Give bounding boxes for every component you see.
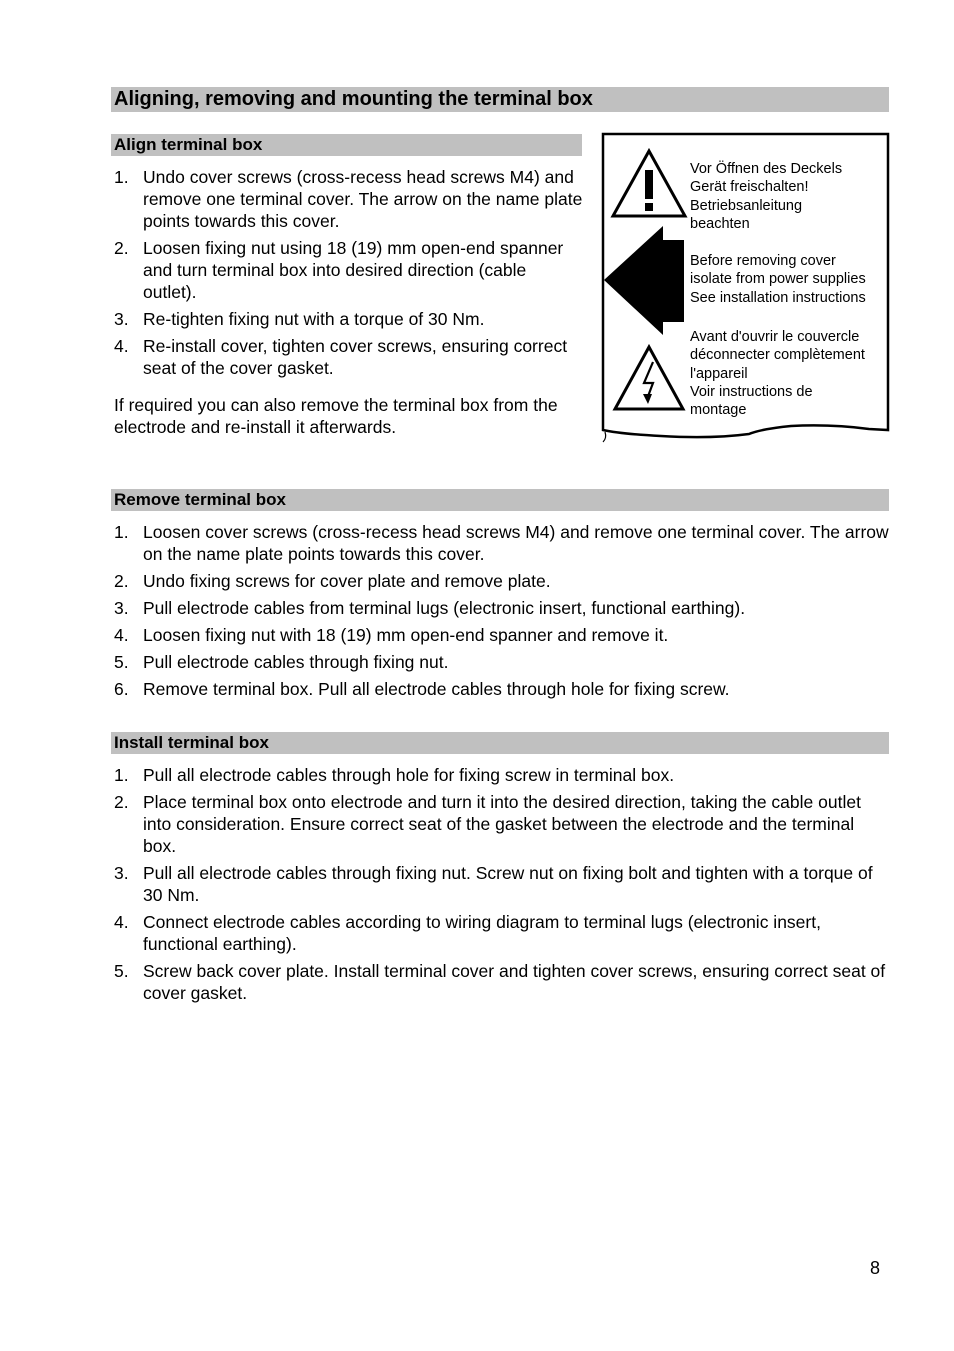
section-heading-remove: Remove terminal box [111,489,889,511]
step-text: Loosen cover screws (cross-recess head screws M4) and remove one terminal cover. The arrow on the name plate points towards this cover. [143,522,889,564]
exclamation-warning-icon [613,151,685,216]
step-text: Loosen fixing nut using 18 (19) mm open-end spanner and turn terminal box into desired direction (cable outlet). [143,238,564,302]
align-note: If required you can also remove the terminal box from the electrode and re-install it afterwards. [114,395,558,437]
list-item [114,651,890,673]
list-item [114,308,584,330]
install-steps-list [114,764,890,1009]
step-text: Undo cover screws (cross-recess head screws M4) and remove one terminal cover. The arrow on the name plate points towards this cover. [143,167,583,231]
step-number: 1. [114,765,129,785]
step-number: 2. [114,792,129,812]
step-number: 3. [114,863,129,883]
step-number: 4. [114,336,129,356]
step-number: 5. [114,961,129,981]
list-item [114,624,890,646]
warning-text-french: Avant d'ouvrir le couvercle déconnecter complètement l'appareil Voir instructions de montage [690,329,865,419]
step-text: Undo fixing screws for cover plate and remove plate. [143,571,551,591]
list-item [114,166,584,232]
high-voltage-warning-icon [615,347,683,409]
step-number: 2. [114,238,129,258]
step-text: Screw back cover plate. Install terminal cover and tighten cover screws, ensuring correct seat of cover gasket. [143,961,886,1003]
step-text: Loosen fixing nut with 18 (19) mm open-end spanner and remove it. [143,625,669,645]
step-number: 2. [114,571,129,591]
section-heading-install: Install terminal box [111,732,889,754]
step-text: Connect electrode cables according to wiring diagram to terminal lugs (electronic insert, functional earthing). [143,912,821,954]
step-number: 3. [114,309,129,329]
warning-label [601,132,890,446]
step-text: Re-install cover, tighten cover screws, ensuring correct seat of the cover gasket. [143,336,568,378]
list-item [114,597,890,619]
align-steps-list [114,166,584,384]
step-number: 4. [114,625,129,645]
step-text: Pull all electrode cables through fixing nut. Screw nut on fixing bolt and tighten with a torque of 30 Nm. [143,863,873,905]
list-item [114,237,584,303]
step-number: 3. [114,598,129,618]
step-number: 5. [114,652,129,672]
step-number: 6. [114,679,129,699]
step-number: 1. [114,522,129,542]
list-item [114,335,584,379]
step-text: Pull all electrode cables through hole for fixing screw in terminal box. [143,765,675,785]
step-text: Re-tighten fixing nut with a torque of 30 Nm. [143,309,485,329]
warning-text-english: Before removing cover isolate from power supplies See installation instructions [690,253,866,306]
remove-steps-list [114,521,890,705]
step-text: Remove terminal box. Pull all electrode cables through hole for fixing screw. [143,679,730,699]
warning-text-german: Vor Öffnen des Deckels Gerät freischalten! Betriebsanleitung beachten [690,161,843,232]
step-text: Pull electrode cables from terminal lugs (electronic insert, functional earthing). [143,598,746,618]
section-heading-align: Align terminal box [111,134,582,156]
list-item [114,570,890,592]
step-number: 4. [114,912,129,932]
page-title: Aligning, removing and mounting the terminal box [111,87,889,112]
list-item [114,911,890,955]
list-item [114,960,890,1004]
page-number: 8 [870,1258,881,1278]
arrow-left-icon [604,226,684,335]
list-item [114,764,890,786]
list-item [114,678,890,700]
list-item [114,862,890,906]
step-text: Place terminal box onto electrode and turn it into the desired direction, taking the cable outlet into consideration. Ensure correct seat of the gasket between the electrode and the terminal box. [143,792,861,856]
list-item [114,521,890,565]
step-number: 1. [114,167,129,187]
step-text: Pull electrode cables through fixing nut. [143,652,449,672]
list-item [114,791,890,857]
